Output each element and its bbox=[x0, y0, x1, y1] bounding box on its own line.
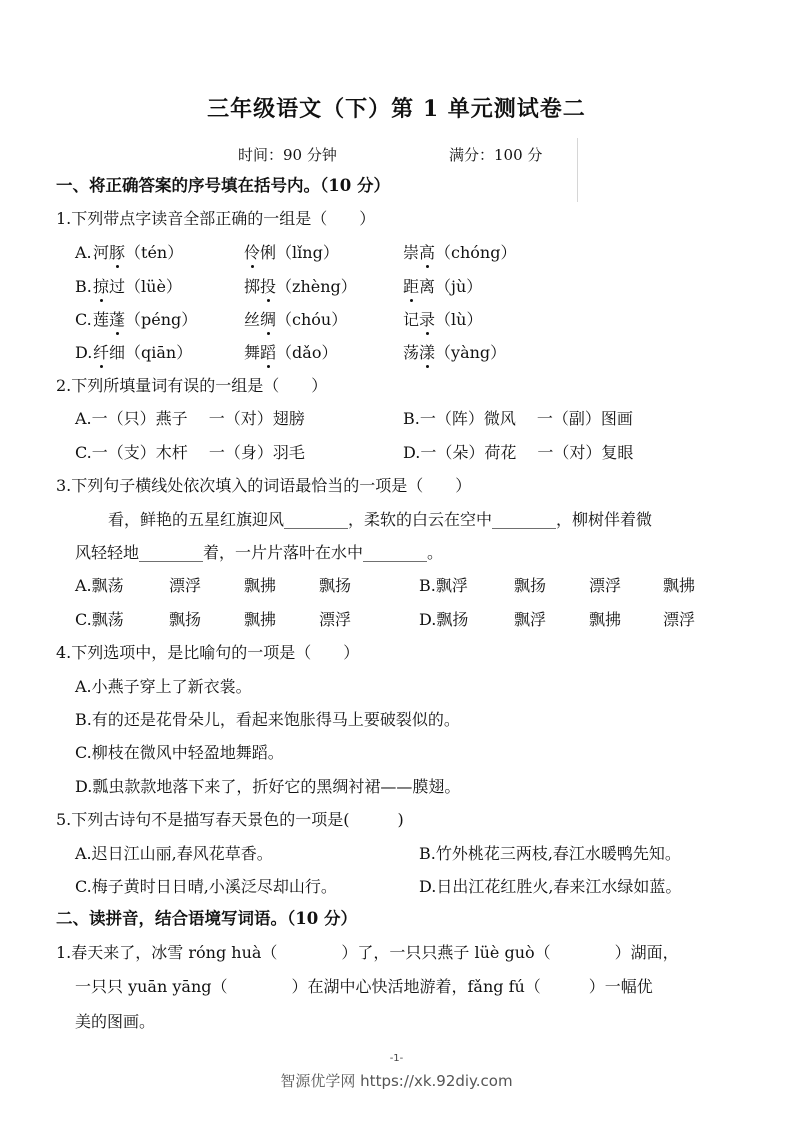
question-2-option-a: A.一（只）燕子 一（对）翅膀 bbox=[75, 409, 305, 428]
option-word: 飘扬 bbox=[319, 576, 352, 595]
dotted-char: 蓬 bbox=[109, 308, 125, 332]
char: 离 bbox=[419, 277, 436, 296]
question-4-option-a: A.小燕子穿上了新衣裳。 bbox=[75, 677, 252, 696]
pinyin: （péng） bbox=[125, 310, 198, 329]
question-5-stem: 5.下列古诗句不是描写春天景色的一项是( ) bbox=[56, 810, 404, 829]
char: 崇 bbox=[403, 243, 420, 262]
question-3-passage-line-1: 看，鲜艳的五星红旗迎风________，柔软的白云在空中________，柳树伴着微 bbox=[108, 510, 653, 529]
dotted-char: 高 bbox=[419, 241, 435, 265]
option-word: 飘拂 bbox=[589, 610, 622, 629]
margin-divider bbox=[577, 138, 578, 202]
dotted-char: 距 bbox=[403, 275, 419, 299]
option-c-word-2 bbox=[244, 308, 347, 332]
section-1-heading: 一、将正确答案的序号填在括号内。（10 分） bbox=[56, 176, 390, 195]
question-5-option-c: C.梅子黄时日日晴,小溪泛尽却山行。 bbox=[75, 877, 337, 896]
option-word: 漂浮 bbox=[319, 610, 352, 629]
option-c-word-3 bbox=[403, 308, 482, 332]
section-2-question-1-line-1: 1.春天来了，冰雪 róng huà（ ）了，一只只燕子 lüè guò（ ）湖面， bbox=[56, 943, 679, 962]
dotted-char: 录 bbox=[419, 308, 435, 332]
pinyin: （chóng） bbox=[435, 243, 517, 262]
option-word: 漂浮 bbox=[663, 610, 696, 629]
page-number: -1- bbox=[389, 1053, 404, 1064]
dotted-char: 绸 bbox=[260, 308, 276, 332]
dotted-char: 豚 bbox=[109, 241, 125, 265]
option-word: 飘拂 bbox=[663, 576, 696, 595]
question-4-option-c: C.柳枝在微风中轻盈地舞蹈。 bbox=[75, 743, 284, 762]
option-d-word-1 bbox=[93, 341, 192, 365]
pinyin: （dǎo） bbox=[276, 343, 338, 362]
question-5-option-a: A.迟日江山丽,春风花草香。 bbox=[75, 844, 273, 863]
option-label: B. bbox=[75, 277, 92, 296]
section-2-question-1-line-3: 美的图画。 bbox=[75, 1012, 156, 1031]
char: 河 bbox=[93, 243, 110, 262]
pinyin: 细（qiān） bbox=[109, 343, 193, 362]
question-4-option-d: D.瓢虫款款地落下来了，折好它的黑绸衬裙——膜翅。 bbox=[75, 777, 461, 796]
dotted-char: 漾 bbox=[419, 341, 435, 365]
pinyin: （lǐng） bbox=[276, 243, 339, 262]
pinyin: （chóu） bbox=[276, 310, 348, 329]
char: 俐 bbox=[260, 243, 277, 262]
question-5-option-b: B.竹外桃花三两枝,春江水暖鸭先知。 bbox=[419, 844, 681, 863]
option-word: B.飘浮 bbox=[419, 576, 468, 595]
option-a-word-3 bbox=[403, 241, 516, 265]
question-3-passage-line-2: 风轻轻地________着，一片片落叶在水中________。 bbox=[75, 543, 444, 562]
char: 莲 bbox=[93, 310, 110, 329]
pinyin: （yàng） bbox=[435, 343, 507, 362]
section-2-heading: 二、读拼音，结合语境写词语。（10 分） bbox=[56, 909, 357, 928]
question-1-stem: 1.下列带点字读音全部正确的一组是（ ） bbox=[56, 209, 376, 228]
question-4-stem: 4.下列选项中，是比喻句的一项是（ ） bbox=[56, 643, 360, 662]
dotted-char: 掠 bbox=[93, 275, 109, 299]
option-a-word-1 bbox=[93, 241, 183, 265]
dotted-char: 蹈 bbox=[260, 341, 276, 365]
char: 丝 bbox=[244, 310, 261, 329]
pinyin: 过（lüè） bbox=[109, 277, 182, 296]
pinyin: （lù） bbox=[435, 310, 483, 329]
option-word: 飘扬 bbox=[514, 576, 547, 595]
option-word: 飘拂 bbox=[244, 576, 277, 595]
option-label: A. bbox=[75, 243, 92, 262]
option-label: D. bbox=[75, 343, 93, 362]
dotted-char: 伶 bbox=[244, 241, 260, 265]
option-word: 漂浮 bbox=[169, 576, 202, 595]
source-watermark: 智源优学网 https://xk.92diy.com bbox=[280, 1072, 513, 1090]
option-b-word-2 bbox=[244, 275, 357, 299]
page-title: 三年级语文（下）第 1 单元测试卷二 bbox=[207, 96, 586, 122]
option-word: 飘拂 bbox=[244, 610, 277, 629]
question-2-stem: 2.下列所填量词有误的一组是（ ） bbox=[56, 376, 328, 395]
option-word: A.飘荡 bbox=[75, 576, 124, 595]
question-4-option-b: B.有的还是花骨朵儿，看起来饱胀得马上要破裂似的。 bbox=[75, 710, 460, 729]
dotted-char: 投 bbox=[260, 275, 276, 299]
pinyin: （tén） bbox=[125, 243, 184, 262]
option-word: 飘浮 bbox=[514, 610, 547, 629]
option-word: C.飘荡 bbox=[75, 610, 124, 629]
option-b-word-1 bbox=[93, 275, 182, 299]
exam-full-score: 满分：100 分 bbox=[449, 146, 543, 164]
section-2-question-1-line-2: 一只只 yuān yāng（ ）在湖中心快活地游着，fǎng fú（ ）一幅优 bbox=[75, 977, 653, 996]
option-d-word-2 bbox=[244, 341, 337, 365]
question-3-stem: 3.下列句子横线处依次填入的词语最恰当的一项是（ ） bbox=[56, 476, 472, 495]
option-d-word-3 bbox=[403, 341, 506, 365]
pinyin: （jù） bbox=[435, 277, 483, 296]
question-2-option-d: D.一（朵）荷花 一（对）复眼 bbox=[403, 443, 634, 462]
question-5-option-d: D.日出江花红胜火,春来江水绿如蓝。 bbox=[419, 877, 682, 896]
option-a-word-2 bbox=[244, 241, 339, 265]
question-2-option-c: C.一（支）木杆 一（身）羽毛 bbox=[75, 443, 305, 462]
char: 记 bbox=[403, 310, 420, 329]
dotted-char: 纤 bbox=[93, 341, 109, 365]
option-c-word-1 bbox=[93, 308, 197, 332]
pinyin: （zhèng） bbox=[276, 277, 357, 296]
option-word: 飘扬 bbox=[169, 610, 202, 629]
option-word: 漂浮 bbox=[589, 576, 622, 595]
exam-time: 时间：90 分钟 bbox=[238, 146, 337, 164]
char: 掷 bbox=[244, 277, 261, 296]
char: 荡 bbox=[403, 343, 420, 362]
question-2-option-b: B.一（阵）微风 一（副）图画 bbox=[403, 409, 633, 428]
option-b-word-3 bbox=[403, 275, 482, 299]
option-word: D.飘扬 bbox=[419, 610, 469, 629]
option-label: C. bbox=[75, 310, 92, 329]
char: 舞 bbox=[244, 343, 261, 362]
